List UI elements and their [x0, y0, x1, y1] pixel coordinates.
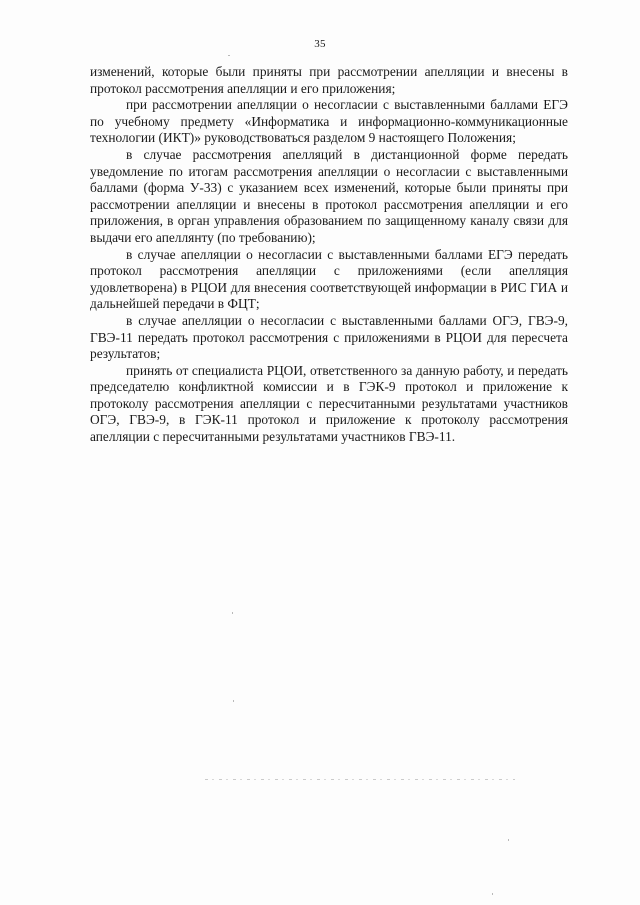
paragraph-5: в случае апелляции о несогласии с выставленными баллами ОГЭ, ГВЭ-9, ГВЭ-11 передать протокол рассмотрения с приложениями в РЦОИ для пересчета результатов;	[90, 312, 568, 362]
paragraph-2: при рассмотрении апелляции о несогласии с выставленными баллами ЕГЭ по учебному предмету «Информатика и информационно-коммуникационные технологии (ИКТ)» руководствоваться разделом 9 настоящего Положения;	[90, 97, 568, 146]
paragraph-1: изменений, которые были приняты при рассмотрении апелляции и внесены в протокол рассмотрения апелляции и его приложения;	[90, 64, 568, 96]
scan-speck	[508, 839, 509, 841]
paragraph-3: в случае рассмотрения апелляций в дистанционной форме передать уведомление по итогам рассмотрения апелляции о несогласии с выставленными баллами (форма У-33) с указанием всех изменений, которые были приняты при рассмотрении апелляции и внесены в протокол рассмотрения апелляции и его приложения, в орган управления образованием по защищенному каналу связи для выдачи его апеллянту (по требованию);	[90, 146, 568, 245]
scan-speck	[228, 55, 230, 56]
scan-speck	[232, 612, 233, 614]
paragraph-4: в случае апелляции о несогласии с выставленными баллами ЕГЭ передать протокол рассмотрения апелляции с приложениями (если апелляция удовлетворена) в РЦОИ для внесения соответствующей информации в РИС ГИА и дальнейшей передачи в ФЦТ;	[90, 246, 568, 312]
scan-speck	[233, 700, 234, 702]
scan-speck	[492, 893, 493, 895]
paragraph-6: принять от специалиста РЦОИ, ответственного за данную работу, и передать председателю конфликтной комиссии и в ГЭК-9 протокол и приложение к протоколу рассмотрения апелляции с пересчитанными результатами участников ОГЭ, ГВЭ-9, в ГЭК-11 протокол и приложение к протоколу рассмотрения апелляции с пересчитанными результатами участников ГВЭ-11.	[90, 362, 568, 445]
document-body	[90, 64, 568, 446]
page-number: 35	[314, 38, 326, 50]
scan-noise-line	[205, 779, 515, 780]
